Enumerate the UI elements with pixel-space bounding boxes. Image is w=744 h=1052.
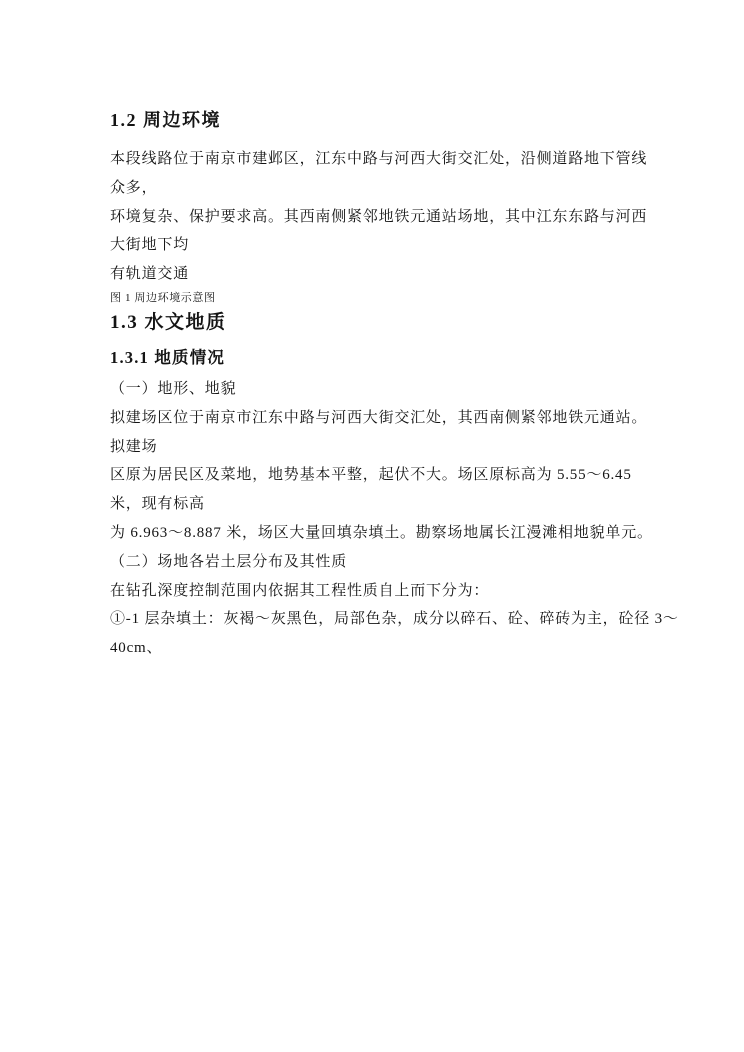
paragraph-line: 大街地下均	[110, 237, 190, 254]
paragraph-line: 本段线路位于南京市建邺区，江东中路与河西大街交汇处，沿侧道路地下管线	[110, 151, 648, 167]
section-heading-1-3: 1.3 水文地质	[110, 311, 227, 333]
paragraph-line: （一）地形、地貌	[110, 380, 237, 397]
paragraph-line: （二）场地各岩土层分布及其性质	[110, 553, 348, 570]
paragraph-line: 拟建场	[110, 438, 158, 455]
paragraph-line: 在钻孔深度控制范围内依据其工程性质自上而下分为：	[110, 582, 490, 599]
paragraph-line: ①-1 层杂填土：灰褐～灰黑色，局部色杂，成分以碎石、砼、碎砖为主，砼径 3～	[110, 611, 679, 628]
paragraph-line: 米，现有标高	[110, 496, 205, 513]
paragraph-line: 环境复杂、保护要求高。其西南侧紧邻地铁元通站场地，其中江东东路与河西	[110, 208, 648, 225]
paragraph-line: 拟建场区位于南京市江东中路与河西大街交汇处，其西南侧紧邻地铁元通站。	[110, 409, 648, 426]
figure-caption: 图 1 周边环境示意图	[110, 291, 216, 304]
section-heading-1-3-1: 1.3.1 地质情况	[110, 347, 226, 367]
section-heading-1-2: 1.2 周边环境	[110, 110, 221, 130]
paragraph-line: 区原为居民区及菜地，地势基本平整，起伏不大。场区原标高为 5.55～6.45	[110, 467, 632, 484]
paragraph-line: 40cm、	[110, 640, 163, 657]
paragraph-line: 有轨道交通	[110, 266, 190, 283]
paragraph-line: 为 6.963～8.887 米，场区大量回填杂填土。勘察场地属长江漫滩相地貌单元。	[110, 524, 653, 541]
paragraph-line: 众多，	[110, 179, 158, 196]
